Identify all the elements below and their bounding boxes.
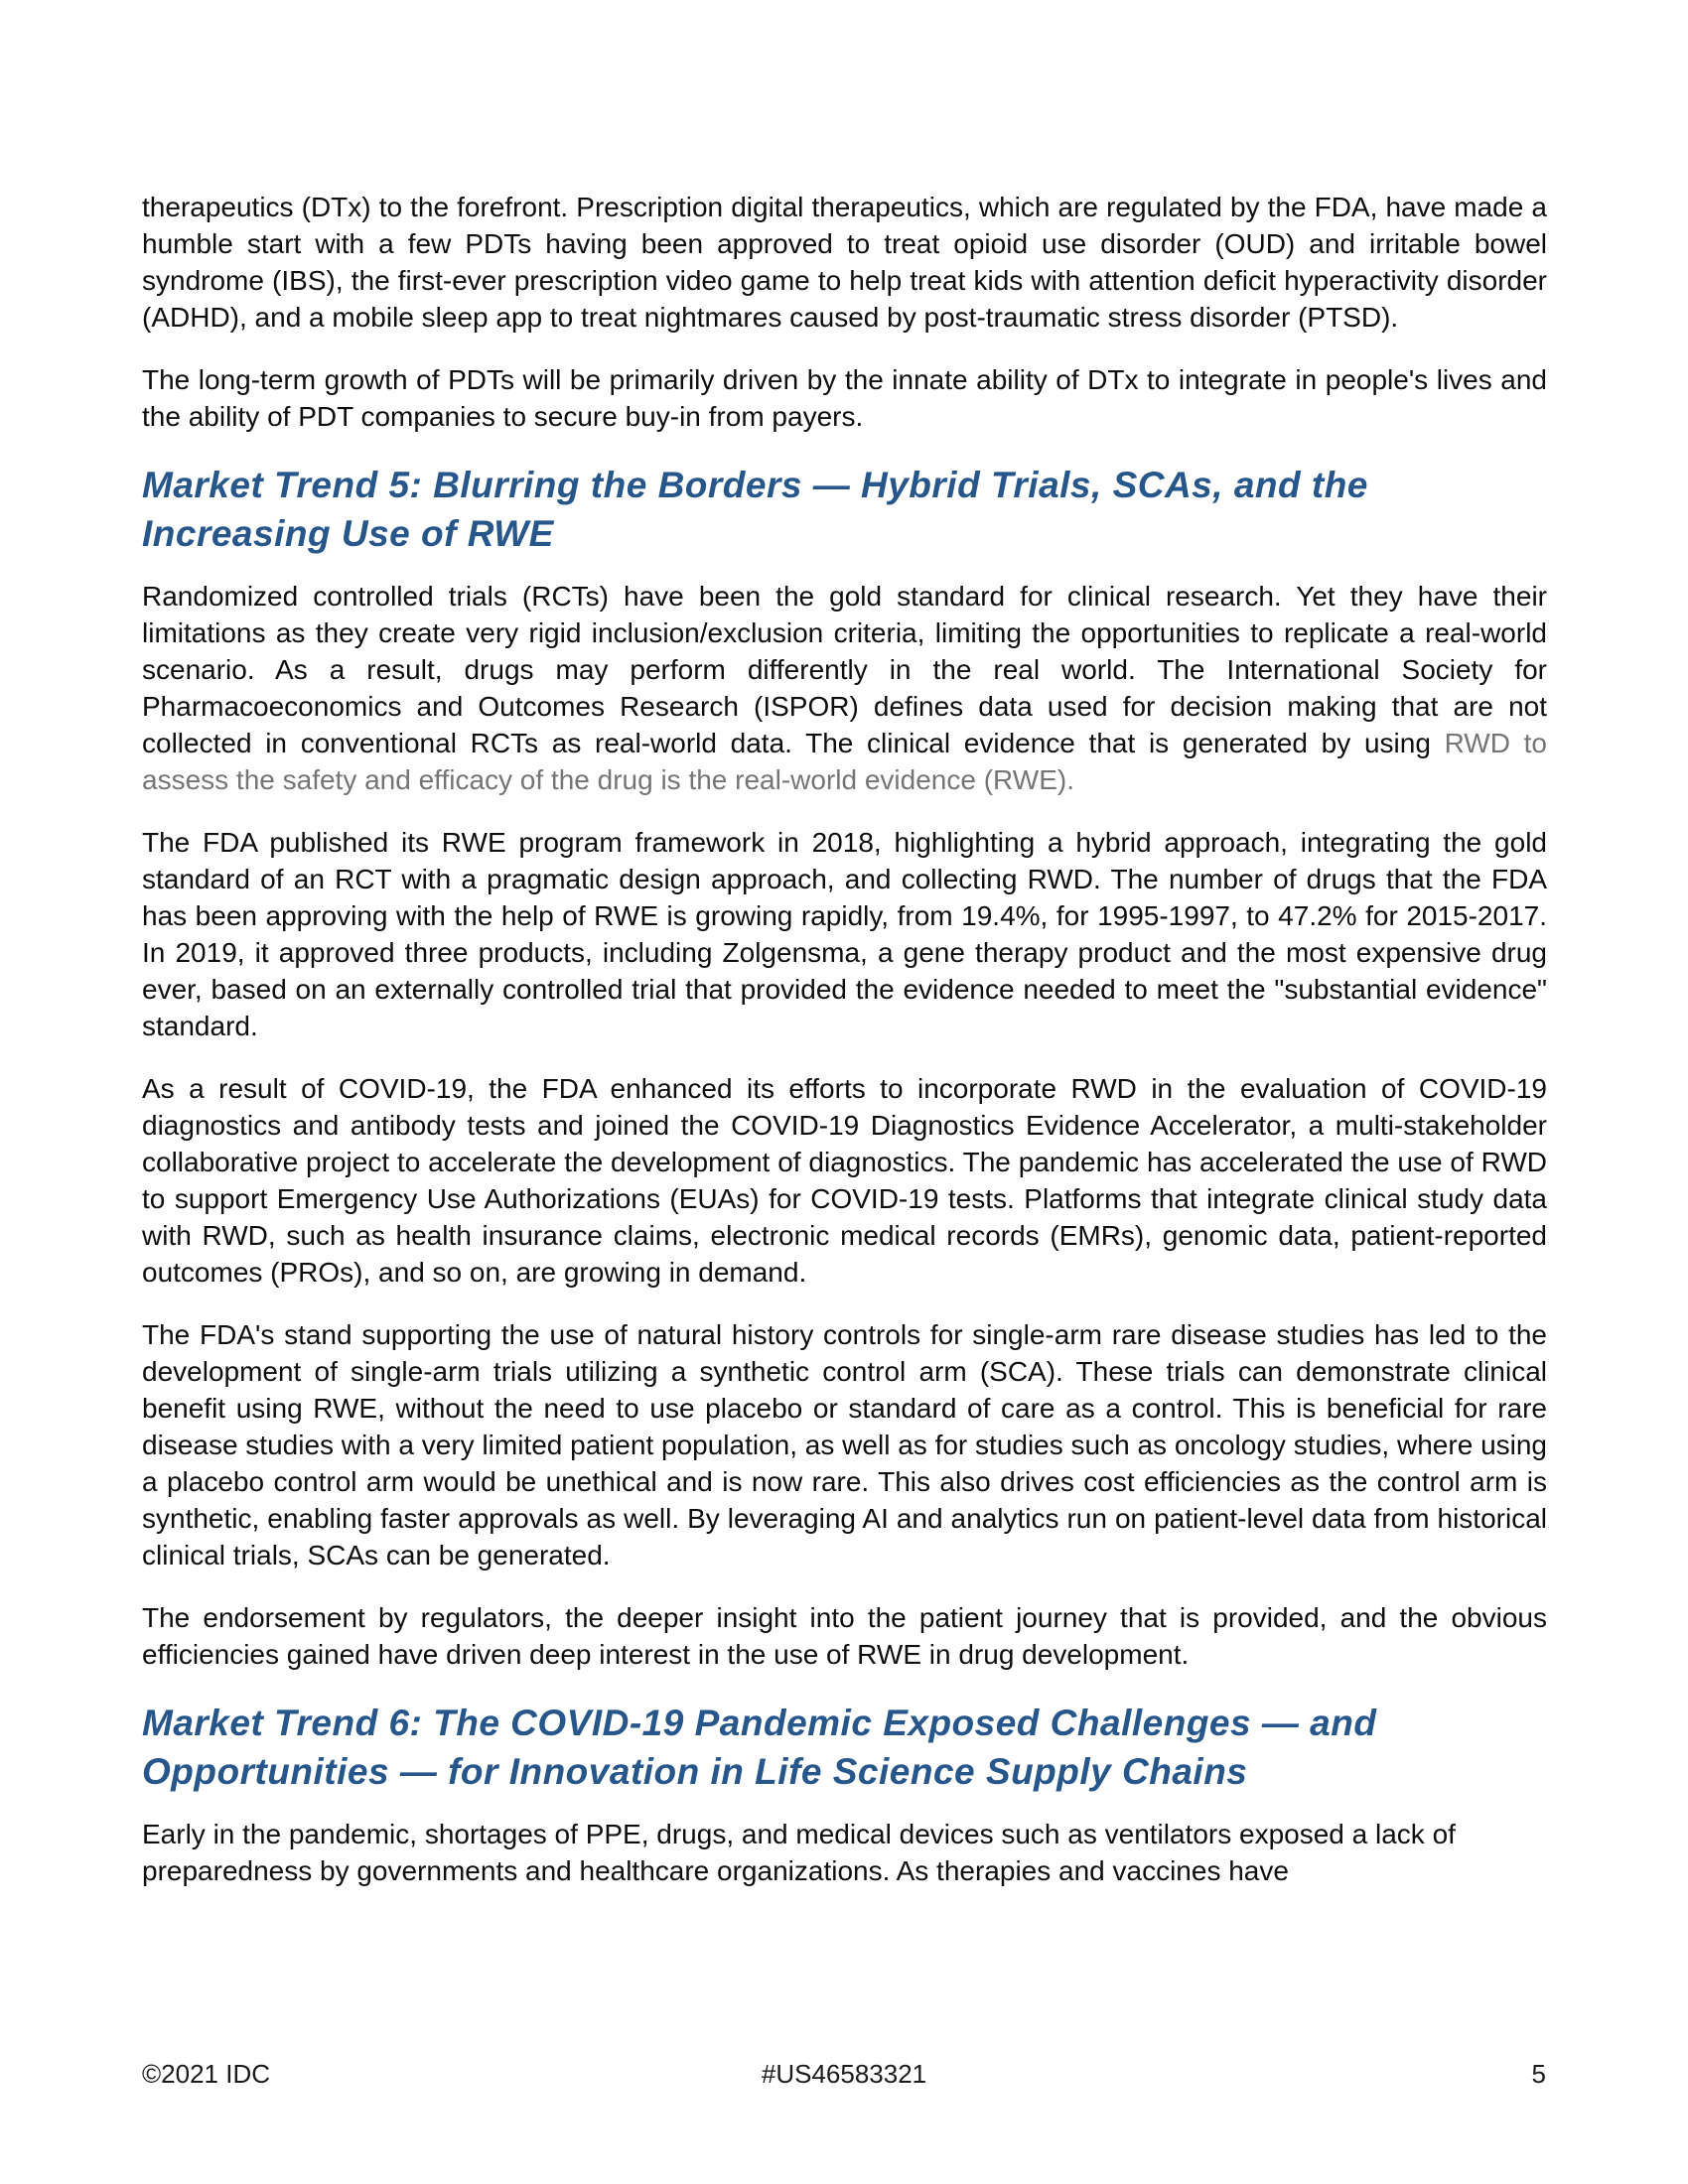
paragraph-rct-rwe-main: Randomized controlled trials (RCTs) have been the gold standard for clinical research. Yet they have their limitations as they create very rigid inclusion/exclusion criteria, limiting the opportunities to replicate a real-world scenario. As a result, drugs may perform differently in the real world. The International Society for Pharmacoeconomics and Outcomes Research (ISPOR) defines data used for decision making that are not collected in conventional RCTs as real-world data. The clinical evidence that is generated by using — [142, 581, 1547, 758]
footer-copyright: ©2021 IDC — [142, 2059, 270, 2089]
footer-doc-id: #US46583321 — [761, 2059, 927, 2089]
heading-market-trend-6: Market Trend 6: The COVID-19 Pandemic Exposed Challenges — and Opportunities — for Innovation in Life Science Supply Chains — [142, 1703, 1377, 1792]
paragraph-rct-rwe-muted: RWD to assess the safety and efficacy of the drug is the real-world evidence (RWE). — [142, 728, 1548, 795]
paragraph-synthetic-control-arm: The FDA's stand supporting the use of natural history controls for single-arm rare disease studies has led to the development of single-arm trials utilizing a synthetic control arm (SCA). These trials can demonstrate clinical benefit using RWE, without the need to use placebo or standard of care as a control. This is beneficial for rare disease studies with a very limited patient population, as well as for studies such as oncology studies, where using a placebo control arm would be unethical and is now rare. This also drives cost efficiencies as the control arm is synthetic, enabling faster approvals as well. By leveraging AI and analytics run on patient-level data from historical clinical trials, SCAs can be generated. — [142, 1319, 1547, 1570]
paragraph-regulator-endorsement: The endorsement by regulators, the deeper insight into the patient journey that is provided, and the obvious efficiencies gained have driven deep interest in the use of RWE in drug development. — [142, 1602, 1547, 1670]
paragraph-fda-framework: The FDA published its RWE program framework in 2018, highlighting a hybrid approach, integrating the gold standard of an RCT with a pragmatic design approach, and collecting RWD. The number of drugs that the FDA has been approving with the help of RWE is growing rapidly, from 19.4%, for 1995-1997, to 47.2% for 2015-2017. In 2019, it approved three products, including Zolgensma, a gene therapy product and the most expensive drug ever, based on an externally controlled trial that provided the evidence needed to meet the "substantial evidence" standard. — [142, 827, 1547, 1041]
heading-market-trend-5: Market Trend 5: Blurring the Borders — Hybrid Trials, SCAs, and the Increasing Use of RWE — [142, 465, 1368, 554]
paragraph-rct-rwe — [142, 578, 1547, 798]
paragraph-pdt-growth: The long-term growth of PDTs will be primarily driven by the innate ability of DTx to integrate in people's lives and the ability of PDT companies to secure buy-in from payers. — [142, 364, 1547, 432]
paragraph-digital-therapeutics: therapeutics (DTx) to the forefront. Prescription digital therapeutics, which are regulated by the FDA, have made a humble start with a few PDTs having been approved to treat opioid use disorder (OUD) and irritable bowel syndrome (IBS), the first-ever prescription video game to help treat kids with attention deficit hyperactivity disorder (ADHD), and a mobile sleep app to treat nightmares caused by post-traumatic stress disorder (PTSD). — [142, 192, 1547, 333]
footer-page-number: 5 — [1531, 2059, 1546, 2089]
page-content — [142, 189, 1547, 1915]
page-footer — [142, 2057, 1546, 2091]
paragraph-covid-rwd: As a result of COVID-19, the FDA enhanced its efforts to incorporate RWD in the evaluation of COVID-19 diagnostics and antibody tests and joined the COVID-19 Diagnostics Evidence Accelerator, a multi-stakeholder collaborative project to accelerate the development of diagnostics. The pandemic has accelerated the use of RWD to support Emergency Use Authorizations (EUAs) for COVID-19 tests. Platforms that integrate clinical study data with RWD, such as health insurance claims, electronic medical records (EMRs), genomic data, patient-reported outcomes (PROs), and so on, are growing in demand. — [142, 1073, 1547, 1288]
paragraph-supply-chain: Early in the pandemic, shortages of PPE, drugs, and medical devices such as ventilators exposed a lack of preparedness by governments and healthcare organizations. As therapies and vaccines have — [142, 1819, 1456, 1886]
